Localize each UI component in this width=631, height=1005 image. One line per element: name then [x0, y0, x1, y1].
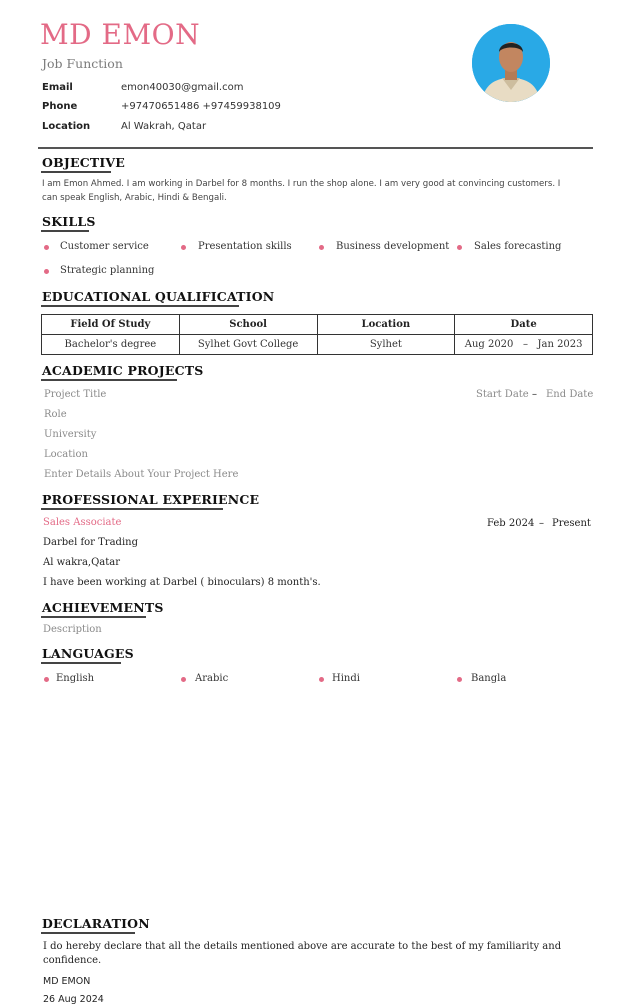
- email-label: Email: [42, 82, 73, 93]
- avatar: [472, 24, 550, 102]
- projects-underline: [41, 379, 177, 381]
- education-underline: [41, 305, 239, 307]
- project-details: Enter Details About Your Project Here: [44, 469, 239, 480]
- declaration-signature: MD EMON: [43, 976, 91, 987]
- declaration-date: 26 Aug 2024: [43, 994, 104, 1005]
- achievements-underline: [41, 616, 146, 618]
- language-item: Bangla: [471, 673, 507, 684]
- language-item: Arabic: [195, 673, 229, 684]
- bullet-icon: [44, 245, 49, 250]
- project-start-date: Start Date: [476, 389, 529, 400]
- language-item: Hindi: [332, 673, 360, 684]
- table-header-row: [42, 315, 593, 335]
- objective-underline: [41, 171, 111, 173]
- declaration-underline: [41, 932, 135, 934]
- declaration-text: I do hereby declare that all the details mentioned above are accurate to the best of my familiarity and confidence.: [43, 941, 562, 966]
- skill-item: Presentation skills: [198, 241, 292, 252]
- table-header: School: [179, 315, 317, 335]
- experience-description: I have been working at Darbel ( binoculars) 8 month's.: [43, 577, 321, 588]
- phone-value: +97470651486 +97459938109: [121, 101, 281, 112]
- achievements-description: Description: [43, 624, 102, 635]
- email-value: emon40030@gmail.com: [121, 82, 244, 93]
- date-dash: –: [539, 518, 544, 529]
- skill-item: Strategic planning: [60, 265, 155, 276]
- table-row: [42, 335, 593, 355]
- bullet-icon: [457, 677, 462, 682]
- skill-item: Business development: [336, 241, 450, 252]
- skills-underline: [41, 230, 89, 232]
- bullet-icon: [44, 269, 49, 274]
- project-end-date: End Date: [546, 389, 594, 400]
- objective-text: I am Emon Ahmed. I am working in Darbel for 8 months. I run the shop alone. I am very good at convincing customers. I can speak English, Arabic, Hindi & Bengali.: [42, 179, 561, 203]
- table-cell: Sylhet: [317, 335, 455, 355]
- table-cell: Bachelor's degree: [42, 335, 180, 355]
- resume-name: MD EMON: [40, 18, 201, 51]
- table-header: Location: [317, 315, 455, 335]
- bullet-icon: [319, 245, 324, 250]
- languages-underline: [41, 662, 121, 664]
- bullet-icon: [44, 677, 49, 682]
- phone-label: Phone: [42, 101, 78, 112]
- languages-heading: LANGUAGES: [42, 646, 134, 661]
- project-university: University: [44, 429, 97, 440]
- table-header: Field Of Study: [42, 315, 180, 335]
- table-header: Date: [455, 315, 593, 335]
- achievements-heading: ACHIEVEMENTS: [42, 600, 164, 615]
- education-table: [41, 314, 593, 355]
- experience-company: Darbel for Trading: [43, 537, 138, 548]
- bullet-icon: [319, 677, 324, 682]
- skills-heading: SKILLS: [42, 214, 96, 229]
- experience-start-date: Feb 2024: [487, 518, 535, 529]
- header-divider: [38, 147, 593, 149]
- declaration-heading: DECLARATION: [42, 916, 150, 931]
- bullet-icon: [181, 677, 186, 682]
- language-item: English: [56, 673, 95, 684]
- experience-underline: [41, 508, 223, 510]
- location-value: Al Wakrah, Qatar: [121, 121, 207, 132]
- experience-position: Sales Associate: [43, 517, 122, 528]
- projects-heading: ACADEMIC PROJECTS: [42, 363, 204, 378]
- objective-heading: OBJECTIVE: [42, 155, 126, 170]
- project-location: Location: [44, 449, 88, 460]
- experience-location: Al wakra,Qatar: [43, 557, 121, 568]
- project-role: Role: [44, 409, 67, 420]
- project-title: Project Title: [44, 389, 107, 400]
- bullet-icon: [181, 245, 186, 250]
- skill-item: Sales forecasting: [474, 241, 562, 252]
- table-cell: Aug 2020 – Jan 2023: [455, 335, 593, 355]
- education-heading: EDUCATIONAL QUALIFICATION: [42, 289, 275, 304]
- location-label: Location: [42, 121, 91, 132]
- experience-end-date: Present: [552, 518, 591, 529]
- bullet-icon: [457, 245, 462, 250]
- table-cell: Sylhet Govt College: [179, 335, 317, 355]
- date-dash: –: [532, 389, 537, 400]
- skill-item: Customer service: [60, 241, 149, 252]
- profile-photo-icon: [472, 24, 550, 102]
- job-function: Job Function: [42, 56, 123, 71]
- experience-heading: PROFESSIONAL EXPERIENCE: [42, 492, 260, 507]
